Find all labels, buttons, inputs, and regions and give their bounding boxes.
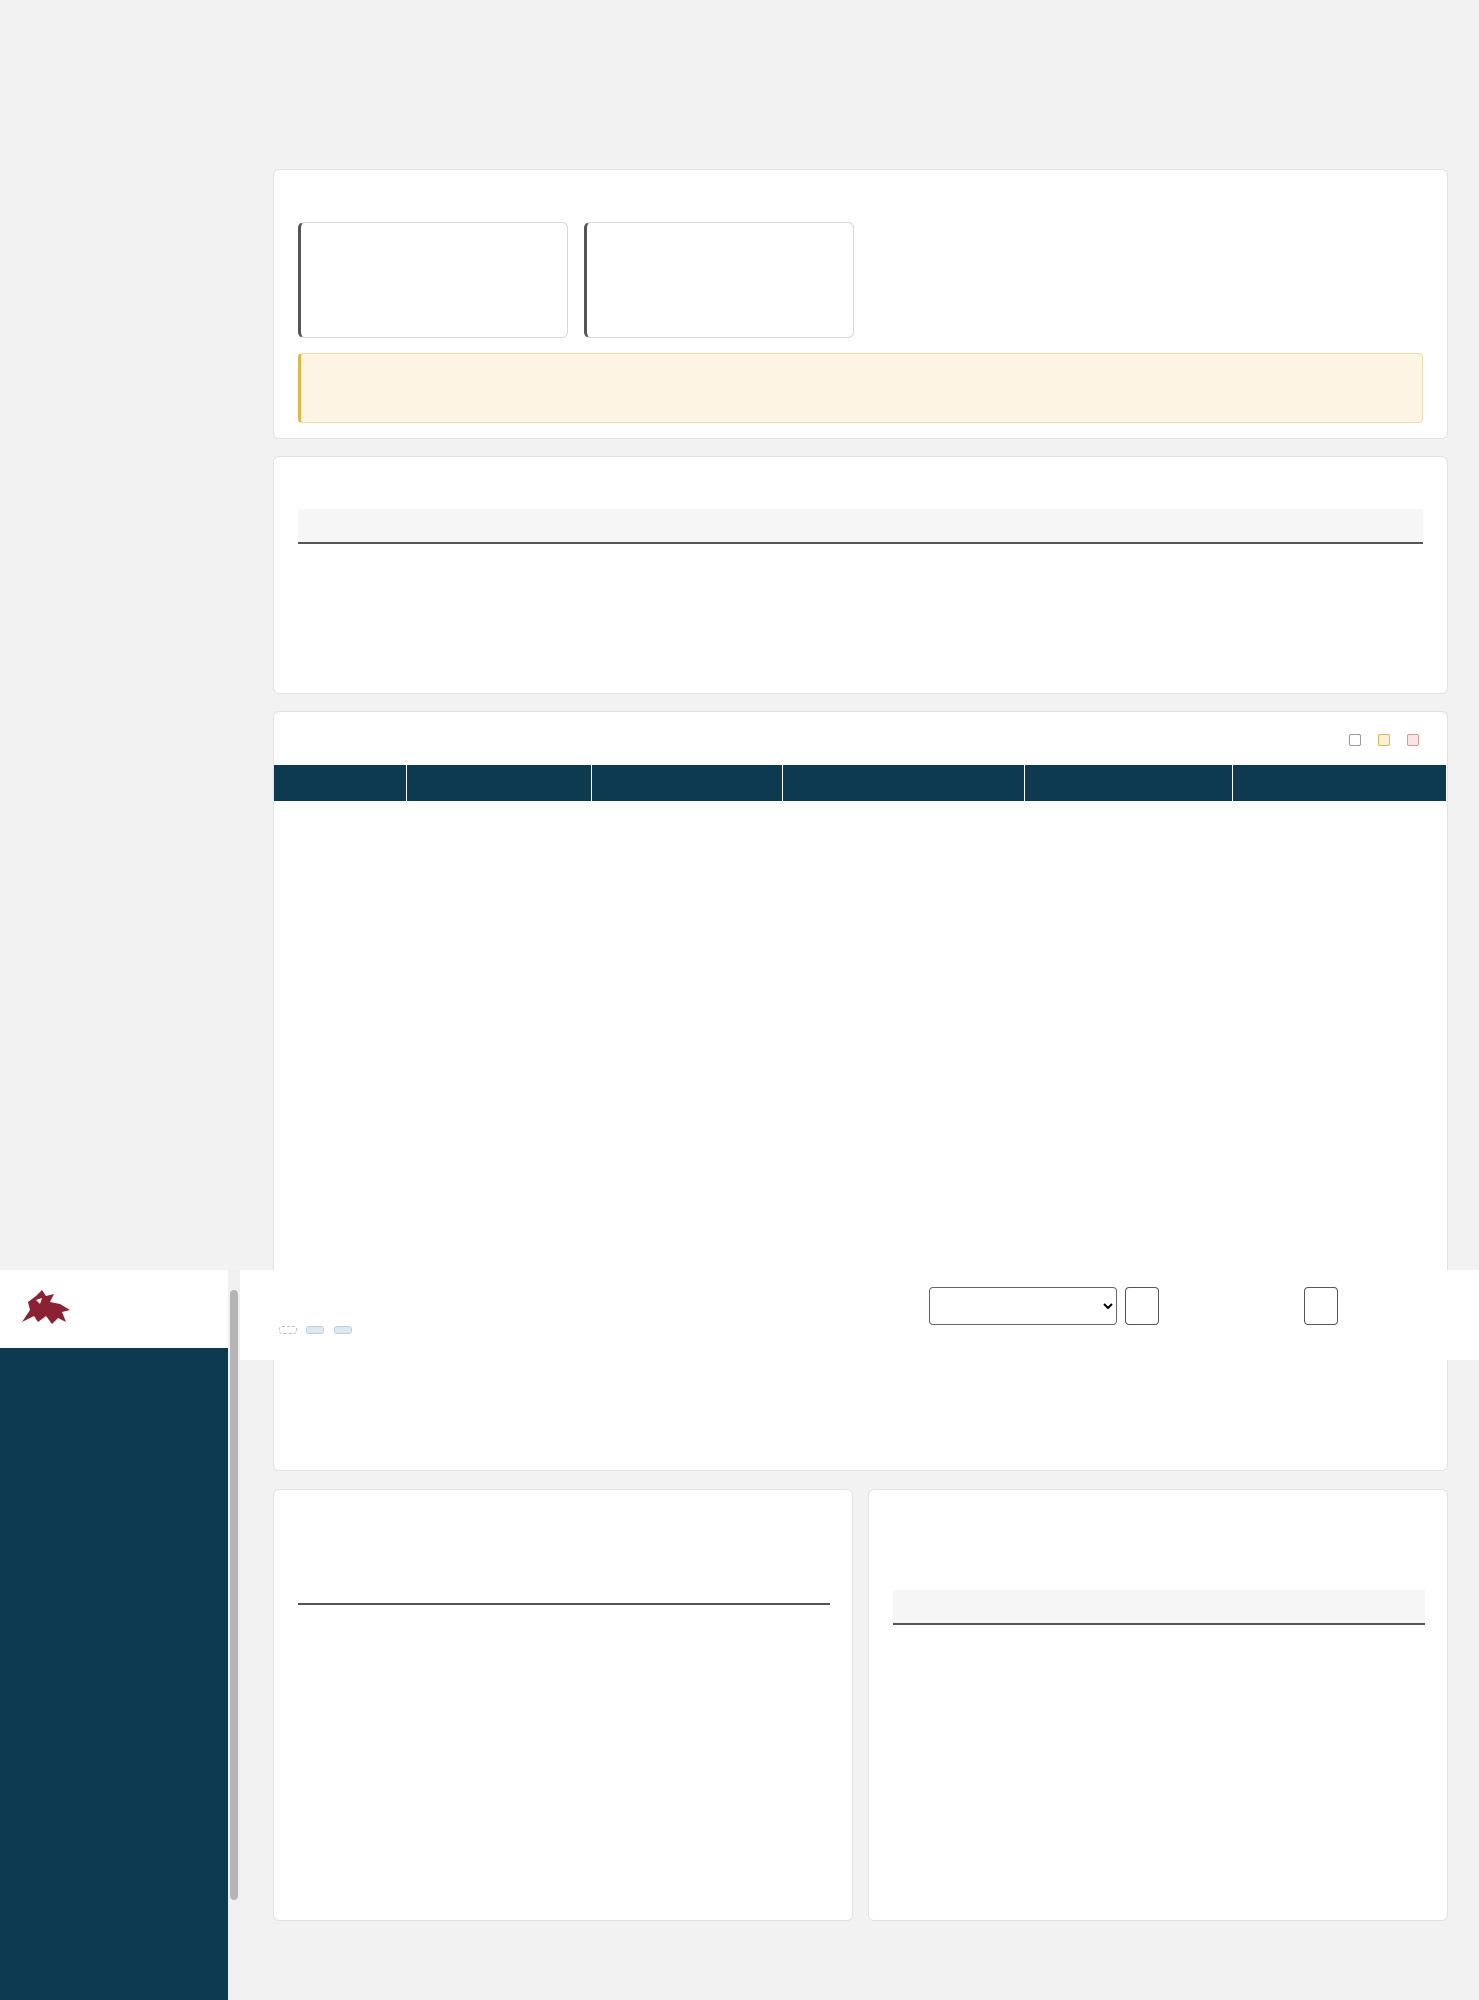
understaffed-swatch-icon xyxy=(1407,734,1419,746)
col-status xyxy=(827,509,1157,543)
legend xyxy=(1339,734,1423,747)
covered-swatch-icon xyxy=(1349,734,1361,746)
open-periods-card xyxy=(273,456,1448,694)
schedule-select[interactable] xyxy=(929,1287,1117,1325)
at-minimum-swatch-icon xyxy=(1378,734,1390,746)
tightest-periods-card xyxy=(273,1489,853,1921)
sidebar-scrollbar[interactable] xyxy=(228,1270,240,2000)
col-person xyxy=(893,1590,1043,1624)
scrollbar-thumb[interactable] xyxy=(230,1290,238,1900)
col-available xyxy=(1113,1590,1263,1624)
base-schedule-tag xyxy=(306,1326,324,1334)
draft-tag xyxy=(279,1326,297,1334)
col-unusable xyxy=(1263,1590,1425,1624)
hours-team-can-give-stat xyxy=(584,222,854,338)
sidebar xyxy=(0,1270,228,2000)
col-time xyxy=(408,509,672,543)
col-time xyxy=(423,1570,608,1604)
brand xyxy=(0,1270,228,1348)
tightest-table xyxy=(298,1570,830,1605)
placement-alert xyxy=(298,353,1423,423)
who-is-free-button[interactable] xyxy=(1304,1287,1338,1325)
meeting-week-tag xyxy=(334,1326,352,1334)
open-periods-table xyxy=(298,509,1423,544)
col-available xyxy=(608,1570,720,1604)
col-needed xyxy=(720,1570,830,1604)
col-max xyxy=(1043,1590,1113,1624)
wildcat-logo-icon xyxy=(20,1288,72,1326)
col-monday xyxy=(406,765,591,801)
page-header xyxy=(228,1270,1479,1360)
hours-needed-stat xyxy=(298,222,568,338)
legend-covered xyxy=(1349,735,1365,747)
hours-run-out-card xyxy=(868,1489,1448,1921)
col-action xyxy=(1157,509,1423,543)
somebody-called-out-button[interactable] xyxy=(1125,1287,1159,1325)
col-friday xyxy=(1232,765,1447,801)
col-tuesday xyxy=(591,765,782,801)
legend-at-minimum xyxy=(1378,735,1394,747)
col-short-by xyxy=(672,509,827,543)
col-day xyxy=(298,509,408,543)
col-time xyxy=(274,765,406,801)
runout-table xyxy=(893,1590,1425,1625)
col-thursday xyxy=(1024,765,1232,801)
capacity-card xyxy=(273,169,1448,439)
legend-understaffed xyxy=(1407,735,1423,747)
half-hour-grid xyxy=(274,765,1447,801)
col-day xyxy=(298,1570,423,1604)
col-wednesday xyxy=(782,765,1024,801)
breadcrumb xyxy=(273,1323,352,1337)
